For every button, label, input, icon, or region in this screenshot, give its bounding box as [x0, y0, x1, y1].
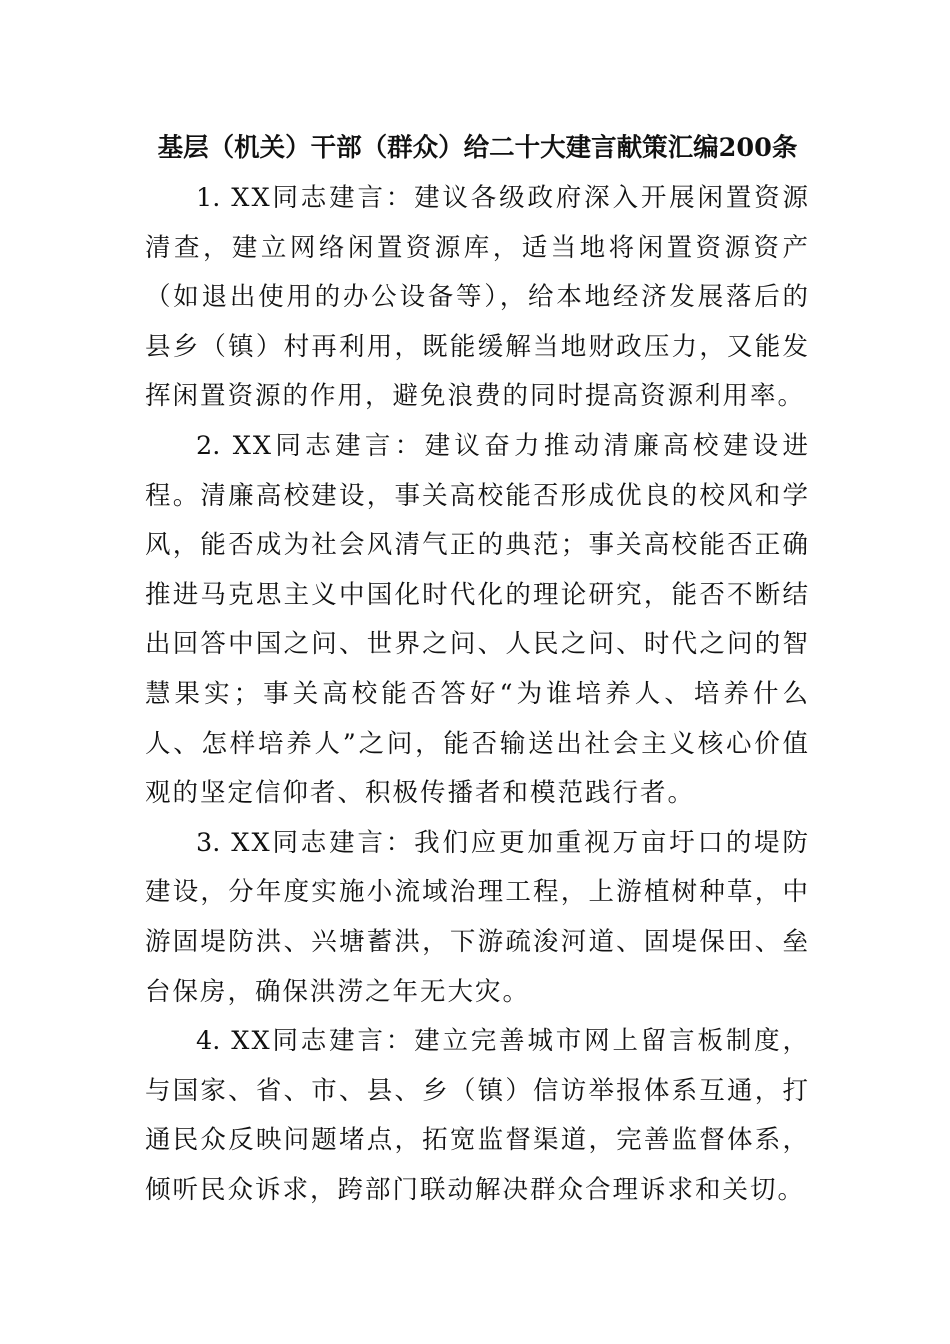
- item-text: 建立完善城市网上留言板制度，与国家、省、市、县、乡（镇）信访举报体系互通，打通民众反映问题堵点，拓宽监督渠道，完善监督体系，倾听民众诉求，跨部门联动解决群众合理诉求和关切。: [145, 1026, 810, 1205]
- item-number: 2.: [196, 430, 221, 461]
- item-text: 我们应更加重视万亩圩口的堤防建设，分年度实施小流域治理工程，上游植树种草，中游固堤防洪、兴塘蓄洪，下游疏浚河道、固堤保田、垒台保房，确保洪涝之年无大灾。: [145, 827, 810, 1007]
- item-number: 4.: [196, 1026, 221, 1057]
- suggestion-item-3: [145, 819, 810, 1017]
- item-text: 建议奋力推动清廉高校建设进程。清廉高校建设，事关高校能否形成优良的校风和学风，能否成为社会风清气正的典范；事关高校能否正确推进马克思主义中国化时代化的理论研究，能否不断结出回答中国之问、世界之问、人民之问、时代之问的智慧果实；事关高校能否答好“为谁培养人、培养什么人、怎样培养人”之问，能否输送出社会主义核心价值观的坚定信仰者、积极传播者和模范践行者。: [145, 430, 810, 809]
- suggestion-item-4: [145, 1017, 810, 1215]
- suggestion-item-2: [145, 422, 810, 819]
- item-author: XX同志建言：: [231, 1026, 415, 1057]
- item-author: XX同志建言：: [231, 183, 415, 213]
- document-title: 基层（机关）干部（群众）给二十大建言献策汇编200条: [157, 133, 798, 163]
- suggestion-item-1: [145, 174, 810, 422]
- item-author: XX同志建言：: [231, 827, 415, 858]
- item-author: XX同志建言：: [232, 430, 425, 461]
- item-number: 3.: [196, 827, 221, 858]
- item-number: 1.: [196, 183, 221, 213]
- item-text: 建议各级政府深入开展闲置资源清查，建立网络闲置资源库，适当地将闲置资源资产（如退出使用的办公设备等），给本地经济发展落后的县乡（镇）村再利用，既能缓解当地财政压力，又能发挥闲置资源的作用，避免浪费的同时提高资源利用率。: [145, 183, 810, 412]
- document-page: [145, 126, 810, 1215]
